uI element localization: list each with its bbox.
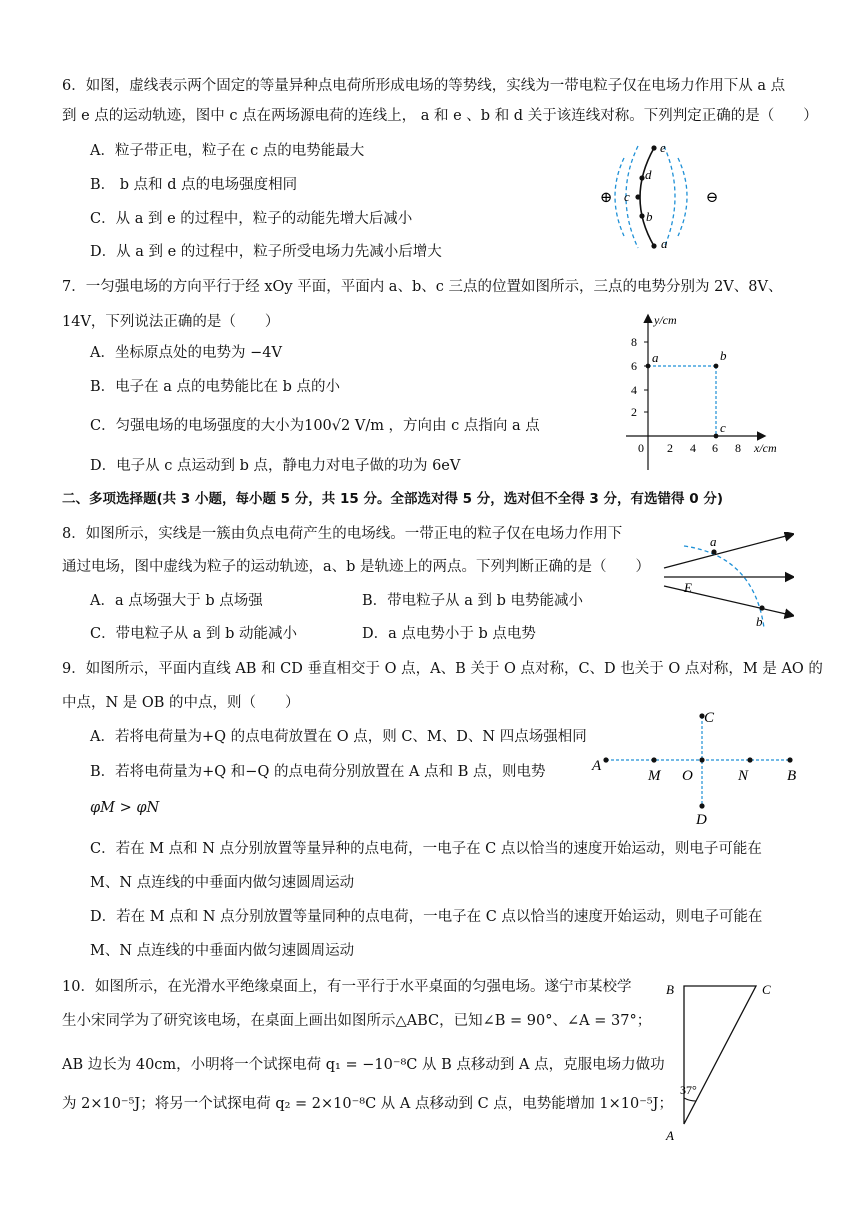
q8-option-b: B．带电粒子从 a 到 b 电势能减小	[362, 593, 584, 609]
q9-option-b-line2: φM > φN	[90, 800, 160, 816]
q7-option-d: D．电子从 c 点运动到 b 点，静电力对电子做的功为 6eV	[90, 458, 461, 474]
q7-point-b-label: b	[720, 348, 727, 363]
q10-triangle-figure	[654, 974, 794, 1146]
q8-option-d: D．a 点电势小于 b 点电势	[362, 626, 536, 642]
q8-option-a: A．a 点场强大于 b 点场强	[90, 593, 263, 609]
q7-option-a: A．坐标原点处的电势为 −4V	[90, 345, 282, 361]
q6-option-c: C．从 a 到 e 的过程中，粒子的动能先增大后减小	[90, 211, 413, 227]
q9-option-a: A．若将电荷量为+Q 的点电荷放置在 O 点，则 C、M、D、N 四点场强相同	[90, 729, 587, 745]
q6-label-d: d	[645, 167, 652, 182]
q9-point-o-label: O	[682, 768, 693, 784]
q7-y-axis-label: y/cm	[654, 313, 677, 327]
q10-stem-line4: 为 2×10⁻⁵J；将另一个试探电荷 q₂ = 2×10⁻⁸C 从 A 点移动到 C 点，电势能增加 1×10⁻⁵J；	[62, 1096, 673, 1112]
q6-label-c: c	[624, 189, 630, 204]
q6-stem-line2: 到 e 点的运动轨迹，图中 c 点在两场源电荷的连线上， a 和 e 、b 和 d 关于该连线对称。下列判定正确的是（ ）	[62, 108, 818, 124]
q8-stem-line2: 通过电场，图中虚线为粒子的运动轨迹，a、b 是轨迹上的两点。下列判断正确的是（ ）	[62, 559, 651, 575]
q7-origin-label: 0	[638, 441, 644, 455]
q9-point-m-label: M	[648, 768, 661, 784]
q6-option-d: D．从 a 到 e 的过程中，粒子所受电场力先减小后增大	[90, 244, 442, 260]
q8-point-b-label: b	[756, 614, 763, 629]
q7-x-axis-label: x/cm	[754, 441, 777, 455]
q9-point-b-label: B	[787, 768, 797, 784]
q6-plus-charge-icon: ⊕	[599, 190, 613, 206]
q7-xtick-6: 6	[712, 441, 718, 455]
q7-ytick-2: 2	[631, 405, 637, 419]
q7-coordinate-figure	[614, 310, 794, 472]
q8-field-line-figure	[654, 532, 794, 632]
q6-label-b: b	[646, 209, 653, 224]
q9-stem-line1: 9．如图所示，平面内直线 AB 和 CD 垂直相交于 O 点，A、B 关于 O 点对称，C、D 也关于 O 点对称，M 是 AO 的	[62, 661, 823, 677]
q10-vertex-b-label: B	[666, 982, 674, 997]
q7-option-b: B．电子在 a 点的电势能比在 b 点的小	[90, 379, 341, 395]
q7-ytick-4: 4	[631, 383, 637, 397]
q7-xtick-2: 2	[667, 441, 673, 455]
q10-vertex-c-label: C	[762, 982, 771, 997]
q9-option-c-line2: M、N 点连线的中垂面内做匀速圆周运动	[90, 875, 355, 891]
q9-point-d-label: D	[696, 812, 707, 826]
q10-angle-label: 37°	[680, 1083, 697, 1097]
q9-stem-line2: 中点，N 是 OB 的中点，则（ ）	[62, 695, 300, 711]
q6-stem-line1: 6．如图，虚线表示两个固定的等量异种点电荷所形成电场的等势线，实线为一带电粒子仅在电场力作用下从 a 点	[62, 78, 786, 94]
q7-xtick-8: 8	[735, 441, 741, 455]
q9-option-d-line2: M、N 点连线的中垂面内做匀速圆周运动	[90, 943, 355, 959]
q10-stem-line3: AB 边长为 40cm，小明将一个试探电荷 q₁ = −10⁻⁸C 从 B 点移动到 A 点，克服电场力做功	[62, 1057, 665, 1073]
q6-equipotential-figure	[586, 138, 736, 258]
q6-option-b: B． b 点和 d 点的电场强度相同	[90, 177, 298, 193]
q6-minus-charge-icon: ⊖	[705, 190, 719, 206]
q9-point-c-label: C	[704, 710, 715, 726]
q9-option-b-line1: B．若将电荷量为+Q 和−Q 的点电荷分别放置在 A 点和 B 点，则电势	[90, 764, 546, 780]
q7-stem-line2: 14V，下列说法正确的是（ ）	[62, 314, 280, 330]
q9-point-a-label: A	[592, 758, 602, 774]
q8-point-a-label: a	[710, 534, 717, 549]
q9-option-c-line1: C．若在 M 点和 N 点分别放置等量异种的点电荷，一电子在 C 点以恰当的速度开始运动，则电子可能在	[90, 841, 762, 857]
q9-cross-figure	[590, 702, 810, 826]
q9-option-d-line1: D．若在 M 点和 N 点分别放置等量同种的点电荷，一电子在 C 点以恰当的速度开始运动，则电子可能在	[90, 909, 763, 925]
q6-label-e: e	[660, 140, 666, 155]
q9-point-n-label: N	[738, 768, 749, 784]
section-multiple-choice-header: 二、多项选择题(共 3 小题，每小题 5 分，共 15 分。全部选对得 5 分，选对但不全得 3 分，有选错得 0 分)	[62, 491, 723, 507]
q7-ytick-6: 6	[631, 359, 637, 373]
q6-label-a: a	[661, 236, 668, 251]
q10-stem-line2: 生小宋同学为了研究该电场，在桌面上画出如图所示△ABC，已知∠B = 90°、∠A = 37°；	[62, 1013, 652, 1029]
q7-point-a-label: a	[652, 350, 659, 365]
q8-stem-line1: 8．如图所示，实线是一簇由负点电荷产生的电场线。一带正电的粒子仅在电场力作用下	[62, 526, 623, 542]
q8-field-e-label: E	[684, 580, 692, 595]
q6-option-a: A．粒子带正电，粒子在 c 点的电势能最大	[90, 143, 365, 159]
q10-stem-line1: 10．如图所示，在光滑水平绝缘桌面上，有一平行于水平桌面的匀强电场。遂宁市某校学	[62, 979, 632, 995]
q10-vertex-a-label: A	[666, 1128, 674, 1143]
q8-option-c: C．带电粒子从 a 到 b 动能减小	[90, 626, 297, 642]
q7-ytick-8: 8	[631, 335, 637, 349]
q7-option-c: C．匀强电场的电场强度的大小为100√2 V/m ，方向由 c 点指向 a 点	[90, 418, 540, 434]
q7-stem-line1: 7．一匀强电场的方向平行于经 xOy 平面，平面内 a、b、c 三点的位置如图所示，三点的电势分别为 2V、8V、	[62, 279, 783, 295]
q7-xtick-4: 4	[690, 441, 696, 455]
q7-point-c-label: c	[720, 420, 726, 435]
